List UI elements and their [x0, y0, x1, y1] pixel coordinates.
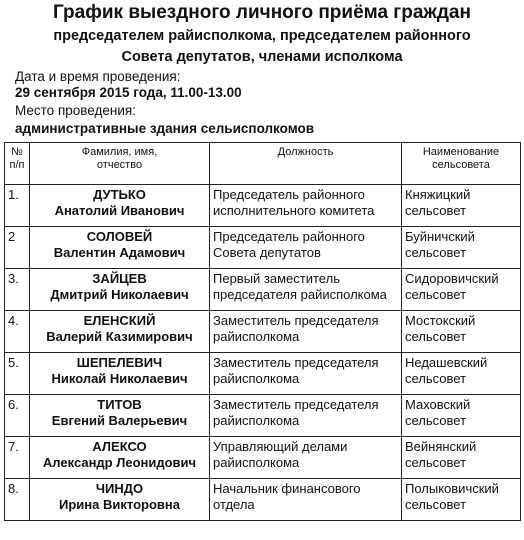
table-row — [5, 311, 521, 353]
person-given-name: Валентин Адамович — [53, 245, 186, 260]
position-cell: Председатель районного исполнительного комитета — [210, 185, 402, 227]
council-cell: Недашевский сельсовет — [402, 353, 521, 395]
person-surname: ЗАЙЦЕВ — [92, 271, 147, 286]
row-number: 7. — [5, 437, 30, 479]
person-name-cell — [30, 353, 210, 395]
person-name-cell — [30, 479, 210, 521]
person-name-cell — [30, 269, 210, 311]
person-name-cell — [30, 311, 210, 353]
header-council-text: Наименование сельсовета — [422, 146, 500, 171]
header-position-text: Должность — [277, 146, 334, 158]
council-cell: Маховский сельсовет — [402, 395, 521, 437]
row-number: 1. — [5, 185, 30, 227]
position-cell: Заместитель председателя райисполкома — [210, 395, 402, 437]
header-council — [402, 143, 521, 185]
person-surname: ЕЛЕНСКИЙ — [83, 313, 156, 328]
position-cell: Заместитель председателя райисполкома — [210, 353, 402, 395]
council-cell: Вейнянский сельсовет — [402, 437, 521, 479]
person-given-name: Николай Николаевич — [51, 371, 188, 386]
schedule-table — [4, 142, 521, 521]
row-number: 3. — [5, 269, 30, 311]
council-cell: Княжицкий сельсовет — [402, 185, 521, 227]
council-cell: Сидоровичский сельсовет — [402, 269, 521, 311]
header-name-text: Фамилия, имя, отчество — [81, 146, 158, 171]
date-label: Дата и время проведения: — [15, 69, 181, 84]
position-cell: Начальник финансового отдела — [210, 479, 402, 521]
person-given-name: Александр Леонидович — [42, 455, 197, 470]
table-row — [5, 479, 521, 521]
person-surname: ЧИНДО — [95, 481, 144, 496]
table-row — [5, 437, 521, 479]
council-cell: Полыковичский сельсовет — [402, 479, 521, 521]
person-name-cell — [30, 185, 210, 227]
place-label: Место проведения: — [15, 103, 136, 118]
row-number: 4. — [5, 311, 30, 353]
position-cell: Заместитель председателя райисполкома — [210, 311, 402, 353]
row-number: 2 — [5, 227, 30, 269]
person-surname: ДУТЬКО — [93, 187, 146, 202]
place-value: административные здания сельисполкомов — [15, 121, 315, 136]
header-name — [30, 143, 210, 185]
table-body — [5, 185, 521, 521]
date-value: 29 сентября 2015 года, 11.00-13.00 — [15, 85, 242, 100]
person-name-cell — [30, 395, 210, 437]
person-name-cell — [30, 437, 210, 479]
header-num-text: № п/п — [9, 146, 25, 171]
row-number: 6. — [5, 395, 30, 437]
council-cell: Мостокский сельсовет — [402, 311, 521, 353]
table-header-row — [5, 143, 521, 185]
document-subtitle-line1: председателем райисполкома, председателем районного — [53, 28, 471, 44]
person-given-name: Евгений Валерьевич — [51, 413, 188, 428]
person-given-name: Дмитрий Николаевич — [50, 287, 189, 302]
table-row — [5, 227, 521, 269]
header-num — [5, 143, 30, 185]
document-subtitle-line2: Совета депутатов, членами исполкома — [121, 49, 403, 65]
table-row — [5, 353, 521, 395]
person-given-name: Валерий Казимирович — [46, 329, 193, 344]
table-row — [5, 185, 521, 227]
person-surname: АЛЕКСО — [92, 439, 147, 454]
document-title: График выездного личного приёма граждан — [53, 2, 471, 23]
person-surname: ШЕПЕЛЕВИЧ — [76, 355, 163, 370]
person-given-name: Анатолий Иванович — [54, 203, 185, 218]
position-cell: Управляющий делами райисполкома — [210, 437, 402, 479]
person-name-cell — [30, 227, 210, 269]
person-surname: СОЛОВЕЙ — [86, 229, 153, 244]
table-row — [5, 395, 521, 437]
position-cell: Председатель районного Совета депутатов — [210, 227, 402, 269]
person-surname: ТИТОВ — [97, 397, 142, 412]
header-position — [210, 143, 402, 185]
person-given-name: Ирина Викторовна — [59, 497, 180, 512]
position-cell: Первый заместитель председателя райисполкома — [210, 269, 402, 311]
table-row — [5, 269, 521, 311]
row-number: 5. — [5, 353, 30, 395]
row-number: 8. — [5, 479, 30, 521]
council-cell: Буйничский сельсовет — [402, 227, 521, 269]
